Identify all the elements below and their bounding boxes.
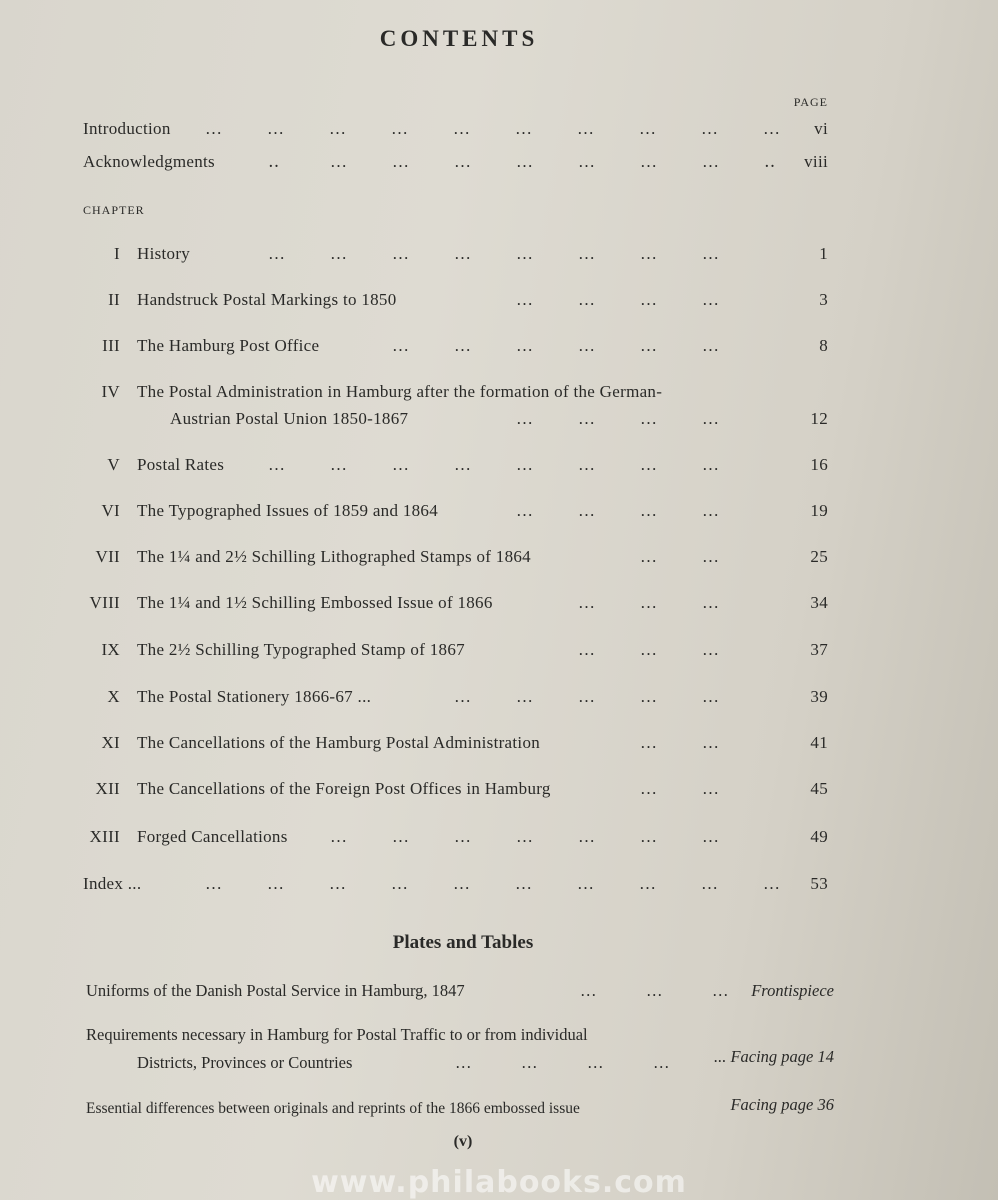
chapter-title: The 2½ Schilling Typographed Stamp of 1867 xyxy=(137,640,465,659)
plate-entry xyxy=(0,1025,998,1085)
chapter-number: VII xyxy=(95,547,120,566)
toc-chapter-8 xyxy=(0,593,998,633)
chapter-title: The Cancellations of the Hamburg Postal Administration xyxy=(137,733,541,752)
chapter-page: 49 xyxy=(810,827,828,846)
toc-chapter-7 xyxy=(0,547,998,587)
toc-entry-label: Index ... xyxy=(83,874,142,893)
plate-reference: ... Facing page 14 xyxy=(713,1047,834,1066)
toc-chapter-9 xyxy=(0,640,998,680)
toc-entry-label: Acknowledgments xyxy=(83,152,215,171)
toc-chapter-3 xyxy=(0,336,998,376)
chapter-number: VIII xyxy=(89,593,120,612)
toc-chapter-11 xyxy=(0,733,998,773)
chapter-title: The Postal Stationery 1866-67 ... xyxy=(137,687,372,706)
plates-section-title: Plates and Tables xyxy=(392,932,534,953)
plate-description-continued: Districts, Provinces or Countries xyxy=(137,1053,353,1072)
chapter-title: The 1¼ and 1½ Schilling Embossed Issue of 1866 xyxy=(137,593,493,612)
toc-entry-acknowledgments xyxy=(0,152,998,192)
leader-dots: … … … … xyxy=(516,501,720,520)
toc-chapter-2 xyxy=(0,290,998,330)
chapter-page: 25 xyxy=(810,547,828,566)
leader-dots: … … … xyxy=(580,981,729,1000)
chapter-title: History xyxy=(137,244,191,263)
page-number: (v) xyxy=(453,1133,473,1150)
page-title: CONTENTS xyxy=(379,26,539,51)
toc-chapter-4 xyxy=(0,382,998,442)
chapter-title: Handstruck Postal Markings to 1850 xyxy=(137,290,397,309)
toc-entry-label: Introduction xyxy=(83,119,171,138)
leader-dots: … … … … … xyxy=(454,687,720,706)
leader-dots: … … xyxy=(640,779,720,798)
leader-dots: … … … … xyxy=(516,290,720,309)
toc-entry-page: vi xyxy=(814,119,828,138)
chapter-page: 16 xyxy=(810,455,828,474)
chapter-page: 1 xyxy=(819,244,828,263)
toc-entry-page: viii xyxy=(804,152,828,171)
chapter-page: 45 xyxy=(810,779,828,798)
chapter-number: I xyxy=(114,244,120,263)
leader-dots: … … … xyxy=(578,593,720,612)
chapter-title: The Typographed Issues of 1859 and 1864 xyxy=(137,501,439,520)
leader-dots: … … … … … … … … xyxy=(268,455,720,474)
plate-reference: Facing page 36 xyxy=(730,1095,834,1114)
plate-description: Essential differences between originals and reprints of the 1866 embossed issue xyxy=(86,1100,580,1117)
leader-dots: … … … … … … … … … … xyxy=(205,874,781,893)
chapter-page: 8 xyxy=(819,336,828,355)
toc-entry-page: 53 xyxy=(810,874,828,893)
chapter-page: 34 xyxy=(810,593,828,612)
chapter-number: XI xyxy=(101,733,120,752)
toc-chapter-5 xyxy=(0,455,998,495)
toc-chapter-10 xyxy=(0,687,998,727)
chapter-title: The 1¼ and 2½ Schilling Lithographed Stamps of 1864 xyxy=(137,547,531,566)
toc-chapter-12 xyxy=(0,779,998,819)
leader-dots: … … … … … … … … … … xyxy=(205,119,781,138)
chapter-number: V xyxy=(107,455,120,474)
leader-dots: … … xyxy=(640,733,720,752)
chapter-title-continued: Austrian Postal Union 1850-1867 xyxy=(170,409,409,428)
chapter-title: The Cancellations of the Foreign Post Offices in Hamburg xyxy=(137,779,551,798)
chapter-title: Forged Cancellations xyxy=(137,827,288,846)
chapter-column-heading: CHAPTER xyxy=(83,203,145,217)
toc-entry-index xyxy=(0,874,998,914)
leader-dots: … … … … xyxy=(516,409,720,428)
watermark: www.philabooks.com xyxy=(311,1165,687,1200)
leader-dots: … … xyxy=(640,547,720,566)
chapter-page: 37 xyxy=(810,640,828,659)
chapter-number: IX xyxy=(101,640,120,659)
plate-description: Uniforms of the Danish Postal Service in Hamburg, 1847 xyxy=(86,981,465,1000)
chapter-page: 3 xyxy=(819,290,828,309)
chapter-number: XII xyxy=(95,779,120,798)
chapter-number: XIII xyxy=(89,827,120,846)
chapter-title: Postal Rates xyxy=(137,455,225,474)
chapter-page: 41 xyxy=(810,733,828,752)
toc-chapter-6 xyxy=(0,501,998,541)
leader-dots: … … … … … … xyxy=(392,336,720,355)
toc-chapter-13 xyxy=(0,827,998,867)
chapter-number: III xyxy=(102,336,120,355)
leader-dots: … … … … xyxy=(455,1053,670,1072)
chapter-page: 12 xyxy=(810,409,828,428)
chapter-number: VI xyxy=(101,501,120,520)
chapter-number: IV xyxy=(101,382,120,401)
plate-reference: Frontispiece xyxy=(751,981,834,1000)
chapter-title: The Hamburg Post Office xyxy=(137,336,320,355)
chapter-title: The Postal Administration in Hamburg after the formation of the German- xyxy=(137,382,663,401)
leader-dots: ‥ … … … … … … … ‥ xyxy=(268,152,777,171)
chapter-page: 39 xyxy=(810,687,828,706)
toc-chapter-1 xyxy=(0,244,998,284)
leader-dots: … … … … … … … xyxy=(330,827,720,846)
chapter-number: II xyxy=(108,290,120,309)
leader-dots: … … … … … … … … xyxy=(268,244,720,263)
chapter-number: X xyxy=(107,687,120,706)
chapter-page: 19 xyxy=(810,501,828,520)
page-column-heading: PAGE xyxy=(793,95,828,109)
plate-description: Requirements necessary in Hamburg for Postal Traffic to or from individual xyxy=(86,1025,588,1044)
leader-dots: … … … xyxy=(578,640,720,659)
